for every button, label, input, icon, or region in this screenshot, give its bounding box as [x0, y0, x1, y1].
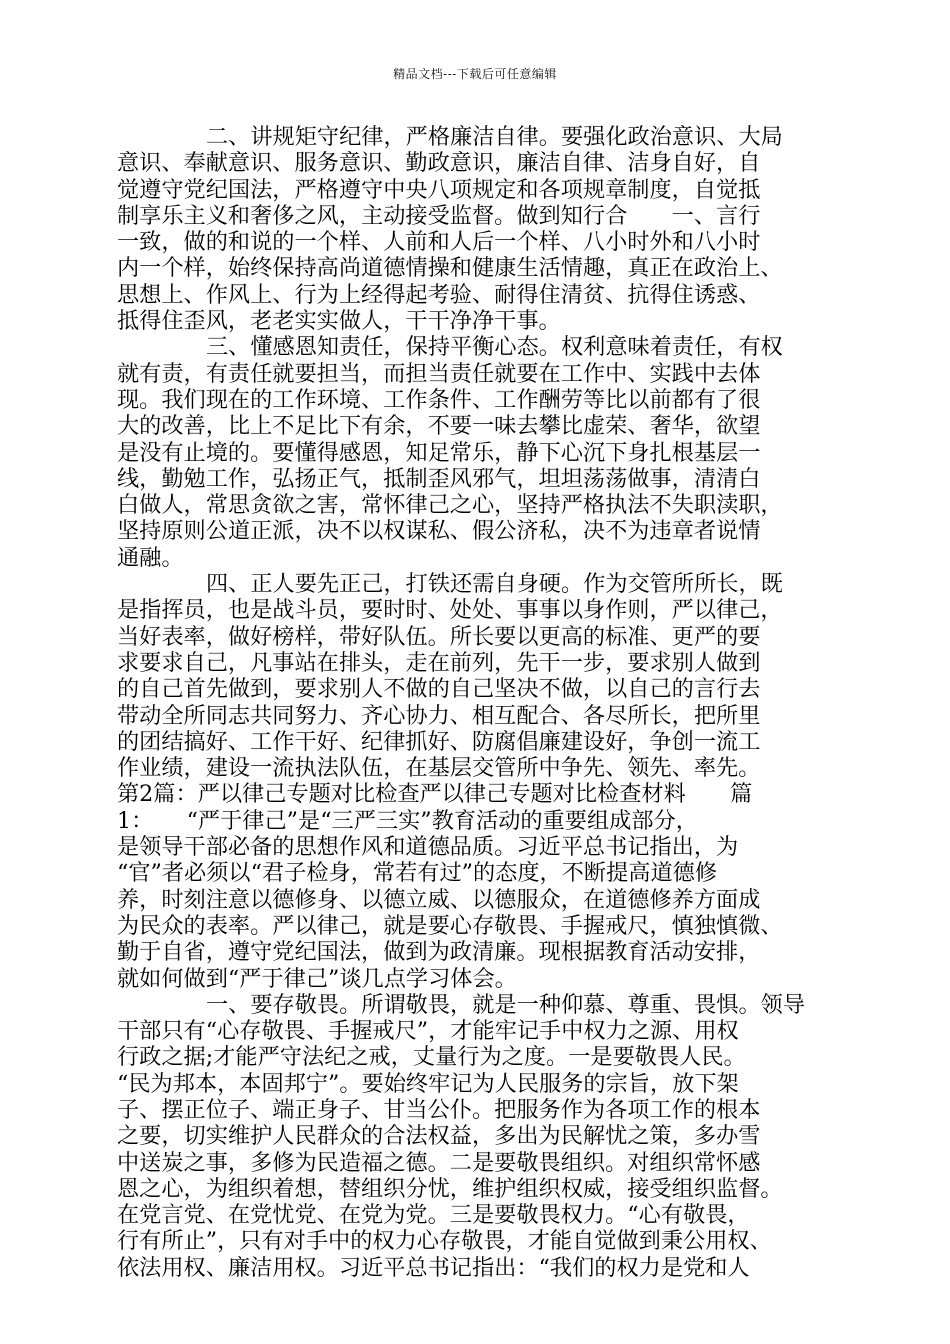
paragraph-line: 四、正人要先正己，打铁还需自身硬。作为交管所所长，既 [206, 571, 783, 598]
section-heading-line: 第2篇：严以律己专题对比检查严以律己专题对比检查材料 篇 [117, 781, 753, 808]
paragraph-line: 三、懂感恩知责任，保持平衡心态。权利意味着责任，有权 [206, 334, 783, 361]
paragraph-line: 觉遵守党纪国法，严格遵守中央八项规定和各项规章制度，自觉抵 [117, 176, 761, 203]
paragraph-line: 1： “严于律己”是“三严三实”教育活动的重要组成部分， [117, 807, 698, 834]
paragraph-line: 一、要存敬畏。所谓敬畏，就是一种仰慕、尊重、畏惧。领导 [206, 991, 806, 1018]
paragraph-line: 的自己首先做到，要求别人不做的自己坚决不做，以自己的言行去 [117, 676, 761, 703]
paragraph-line: 二、讲规矩守纪律，严格廉洁自律。要强化政治意识、大局 [206, 124, 783, 150]
page-header: 精品文档---下载后可任意编辑 [393, 67, 557, 81]
paragraph-line: 中送炭之事，多修为民造福之德。二是要敬畏组织。对组织常怀感 [117, 1149, 761, 1176]
paragraph-line: 求要求自己，凡事站在排头，走在前列，先干一步，要求别人做到 [117, 649, 761, 676]
paragraph-line: 之要，切实维护人民群众的合法权益，多出为民解忧之策，多办雪 [117, 1123, 761, 1150]
paragraph-line: 思想上、作风上、行为上经得起考验、耐得住清贫、抗得住诱惑、 [117, 281, 761, 308]
paragraph-line: 作业绩，建设一流执法队伍，在基层交管所中争先、领先、率先。 [117, 755, 761, 782]
paragraph-line: 内一个样，始终保持高尚道德情操和健康生活情趣，真正在政治上、 [117, 255, 783, 282]
paragraph-line: 当好表率，做好榜样，带好队伍。所长要以更高的标准、更严的要 [117, 623, 761, 650]
paragraph-line: 为民众的表率。严以律己，就是要心存敬畏、手握戒尺，慎独慎微、 [117, 912, 783, 939]
paragraph-line: 白做人，常思贪欲之害，常怀律己之心，坚持严格执法不失职渎职， [117, 492, 783, 519]
paragraph-line: 制享乐主义和奢侈之风，主动接受监督。做到知行合 一、言行 [117, 202, 761, 229]
paragraph-line: 线，勤勉工作，弘扬正气，抵制歪风邪气，坦坦荡荡做事，清清白 [117, 465, 761, 492]
paragraph-line: 行政之据;才能严守法纪之戒，丈量行为之度。一是要敬畏人民。 [117, 1044, 746, 1071]
paragraph-line: 意识、奉献意识、服务意识、勤政意识，廉洁自律、洁身自好，自 [117, 150, 761, 177]
paragraph-line: 是没有止境的。要懂得感恩，知足常乐，静下心沉下身扎根基层一 [117, 439, 761, 466]
paragraph-line: 的团结搞好、工作干好、纪律抓好、防腐倡廉建设好，争创一流工 [117, 728, 761, 755]
paragraph-line: 抵得住歪风，老老实实做人，干干净净干事。 [117, 308, 561, 335]
paragraph-line: 子、摆正位子、端正身子、甘当公仆。把服务作为各项工作的根本 [117, 1096, 761, 1123]
paragraph-line: 就有责，有责任就要担当，而担当责任就要在工作中、实践中去体 [117, 360, 761, 387]
paragraph-line: 行有所止”，只有对手中的权力心存敬畏，才能自觉做到秉公用权、 [117, 1228, 772, 1255]
paragraph-line: 大的改善，比上不足比下有余，不要一味去攀比虚荣、奢华，欲望 [117, 413, 761, 440]
paragraph-line: 干部只有“心存敬畏、手握戒尺”，才能牢记手中权力之源、用权 [117, 1018, 739, 1045]
paragraph-line: 依法用权、廉洁用权。习近平总书记指出：“我们的权力是党和人 [117, 1254, 750, 1281]
document-body [117, 124, 833, 1281]
paragraph-line: 是指挥员，也是战斗员，要时时、处处、事事以身作则，严以律己， [117, 597, 783, 624]
paragraph-line: 在党言党、在党忧党、在党为党。三是要敬畏权力。“心有敬畏， [117, 1202, 750, 1229]
paragraph-line: 一致，做的和说的一个样、人前和人后一个样、八小时外和八小时 [117, 229, 761, 256]
paragraph-line: 现。我们现在的工作环境、工作条件、工作酬劳等比以前都有了很 [117, 386, 761, 413]
paragraph-line: 勤于自省，遵守党纪国法，做到为政清廉。现根据教育活动安排， [117, 939, 761, 966]
paragraph-line: 养，时刻注意以德修身、以德立威、以德服众，在道德修养方面成 [117, 886, 761, 913]
paragraph-line: 是领导干部必备的思想作风和道德品质。习近平总书记指出，为 [117, 834, 739, 861]
paragraph-line: 通融。 [117, 544, 184, 571]
paragraph-line: “民为邦本，本固邦宁”。要始终牢记为人民服务的宗旨，放下架 [117, 1070, 739, 1097]
paragraph-line: 恩之心，为组织着想，替组织分忧，维护组织权威，接受组织监督。 [117, 1175, 783, 1202]
paragraph-line: 带动全所同志共同努力、齐心协力、相互配合、各尽所长，把所里 [117, 702, 761, 729]
paragraph-line: 就如何做到“严于律己”谈几点学习体会。 [117, 965, 517, 992]
paragraph-line: 坚持原则公道正派，决不以权谋私、假公济私，决不为违章者说情 [117, 518, 761, 545]
paragraph-line: “官”者必须以“君子检身，常若有过”的态度，不断提高道德修 [117, 860, 718, 887]
